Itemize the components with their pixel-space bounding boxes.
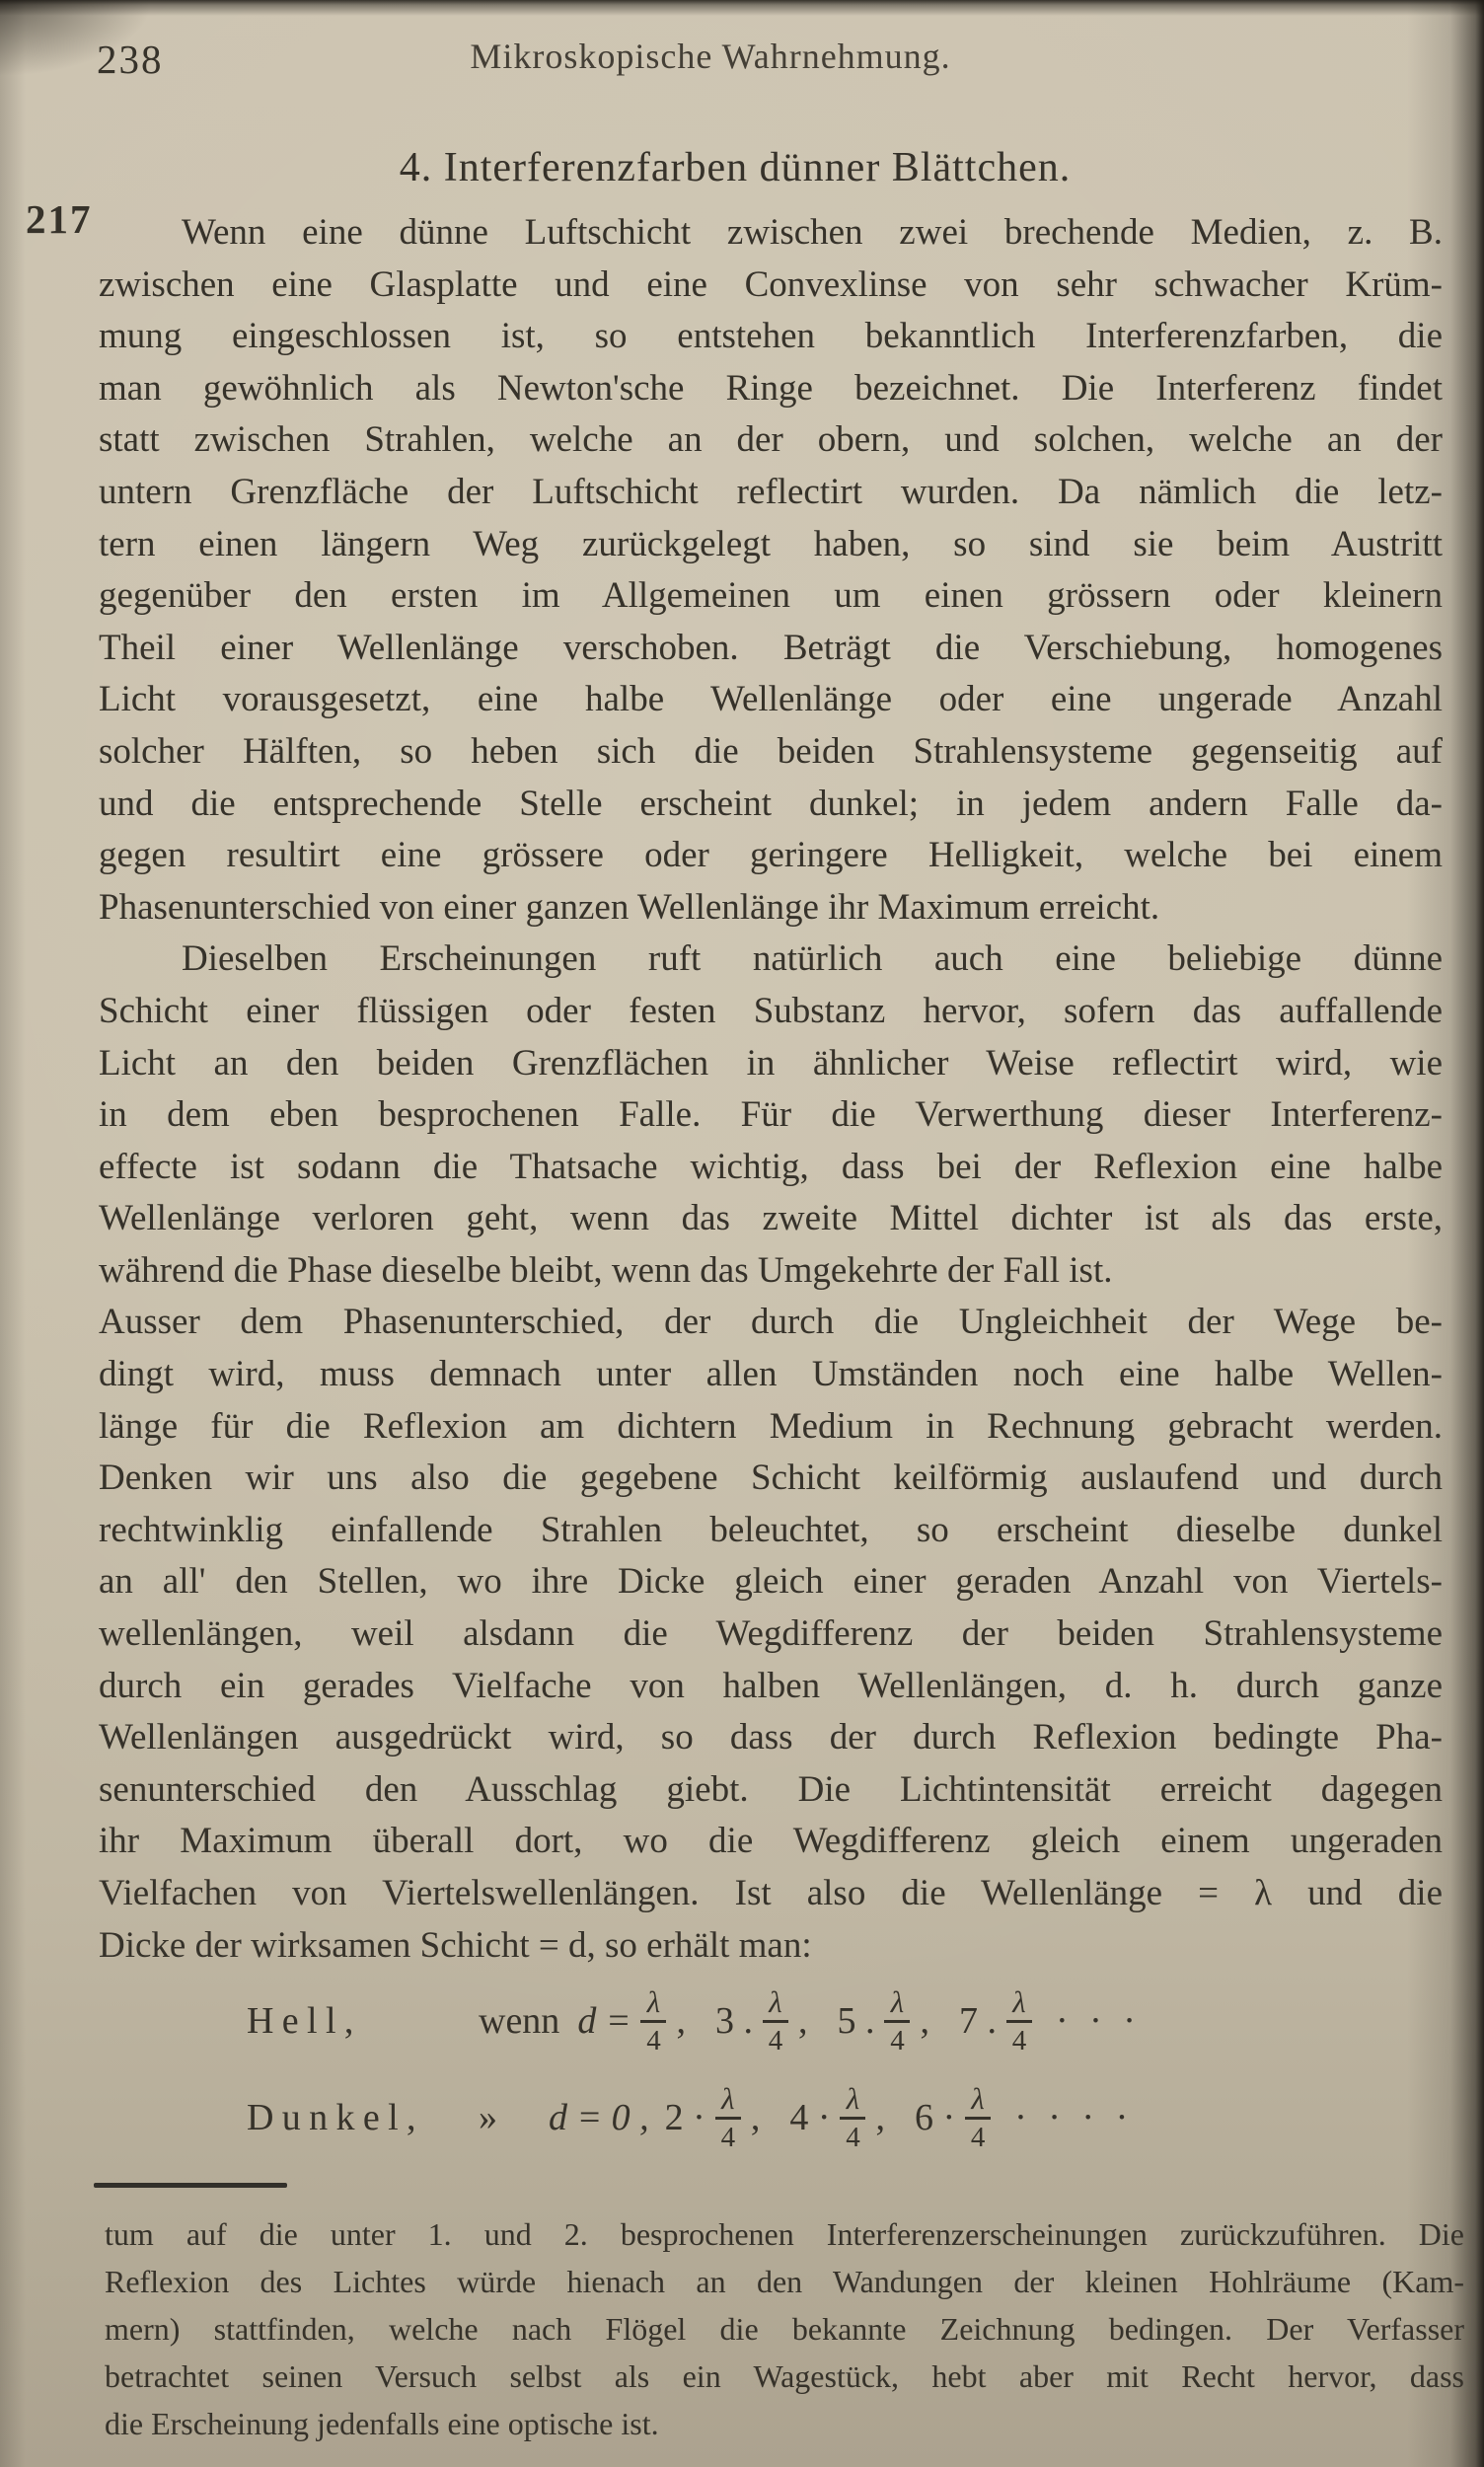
footnote-line: mern) stattfinden, welche nach Flögel die bekannte Zeichnung bedingen. Der Verfasser <box>105 2311 1464 2347</box>
page-number: 238 <box>97 37 164 82</box>
ellipsis-dots: · · · <box>1055 2000 1142 2042</box>
formula-dunkel <box>247 2070 1134 2165</box>
text-line: rechtwinklig einfallende Strahlen beleuchtet, so erscheint dieselbe dunkel <box>99 1509 1443 1550</box>
comma: , <box>750 2097 761 2138</box>
formula-lhs: d = <box>577 2000 631 2042</box>
text-line: ihr Maximum überall dort, wo die Wegdifferenz gleich einem ungeraden <box>99 1821 1443 1862</box>
fraction-lambda-4: $\frac{\lambda}{4}$ <box>884 1986 910 2056</box>
fraction-lambda-4: $\frac{\lambda}{4}$ <box>1006 1986 1032 2056</box>
footnote-line: tum auf die unter 1. und 2. besprochenen Interferenzerscheinungen zurückzuführen. Die <box>105 2216 1464 2252</box>
ditto-mark: » <box>479 2097 497 2138</box>
text-line: und die entsprechende Stelle erscheint dunkel; in jedem andern Falle da- <box>99 783 1443 824</box>
running-head: Mikroskopische Wahrnehmung. <box>470 37 951 76</box>
fraction-lambda-4: $\frac{\lambda}{4}$ <box>763 1986 788 2056</box>
text-line: solcher Hälften, so heben sich die beiden Strahlensysteme gegenseitig auf <box>99 730 1443 772</box>
formula-term: 2 · <box>664 2097 705 2138</box>
fraction-lambda-4: $\frac{\lambda}{4}$ <box>965 2083 991 2152</box>
text-line: man gewöhnlich als Newton'sche Ringe bezeichnet. Die Interferenz findet <box>99 367 1443 409</box>
ellipsis-dots: · · · · <box>1014 2097 1135 2138</box>
text-line: in dem eben besprochenen Falle. Für die Verwerthung dieser Interferenz- <box>99 1094 1443 1136</box>
text-line: länge für die Reflexion am dichtern Medium in Rechnung gebracht werden. <box>99 1405 1443 1447</box>
text-line: untern Grenzfläche der Luftschicht reflectirt wurden. Da nämlich die letz- <box>99 471 1443 512</box>
fraction-lambda-4: $\frac{\lambda}{4}$ <box>715 2083 741 2152</box>
footnote-separator-rule <box>94 2183 287 2188</box>
section-heading: 4. Interferenzfarben dünner Blättchen. <box>399 145 1072 190</box>
text-line: Wellenlängen ausgedrückt wird, so dass der durch Reflexion bedingte Pha- <box>99 1717 1443 1758</box>
text-line: Phasenunterschied von einer ganzen Wellenlänge ihr Maximum erreicht. <box>99 886 1160 928</box>
text-line: gegenüber den ersten im Allgemeinen um einen grössern oder kleinern <box>99 575 1443 617</box>
text-line: tern einen längern Weg zurückgelegt haben, so sind sie beim Austritt <box>99 523 1443 564</box>
comma: , <box>920 2000 929 2042</box>
text-line: Licht vorausgesetzt, eine halbe Wellenlänge oder eine ungerade Anzahl <box>99 679 1443 720</box>
text-line: an all' den Stellen, wo ihre Dicke gleich einer geraden Anzahl von Viertels- <box>99 1561 1443 1603</box>
text-line: Wenn eine dünne Luftschicht zwischen zwei brechende Medien, z. B. <box>182 212 1443 253</box>
footnote-line: Reflexion des Lichtes würde hienach an den Wandungen der kleinen Hohlräume (Kam- <box>105 2264 1464 2299</box>
text-line: gegen resultirt eine grössere oder geringere Helligkeit, welche bei einem <box>99 835 1443 876</box>
fraction-lambda-4: $\frac{\lambda}{4}$ <box>840 2083 865 2152</box>
text-line: Dieselben Erscheinungen ruft natürlich auch eine beliebige dünne <box>182 938 1443 980</box>
text-line: wellenlängen, weil alsdann die Wegdifferenz der beiden Strahlensysteme <box>99 1613 1443 1655</box>
text-line: durch ein gerades Vielfache von halben Wellenlängen, d. h. durch ganze <box>99 1665 1443 1706</box>
formula-term: 3 . <box>714 2000 753 2042</box>
text-line: dingt wird, muss demnach unter allen Umständen noch eine halbe Wellen- <box>99 1354 1443 1395</box>
formula-condition: wenn <box>479 2000 560 2042</box>
body-text <box>99 207 1443 1972</box>
formula-term: 4 · <box>789 2097 831 2138</box>
comma: , <box>875 2097 885 2138</box>
comma: , <box>676 2000 686 2042</box>
text-line: während die Phase dieselbe bleibt, wenn das Umgekehrte der Fall ist. <box>99 1249 1113 1291</box>
formula-term: 5 . <box>837 2000 875 2042</box>
text-line: Wellenlänge verloren geht, wenn das zweite Mittel dichter ist als das erste, <box>99 1198 1443 1239</box>
formula-term: 6 · <box>914 2097 956 2138</box>
footnote-line: betrachtet seinen Versuch selbst als ein Wagestück, hebt aber mit Recht hervor, dass <box>105 2358 1464 2394</box>
text-line: statt zwischen Strahlen, welche an der obern, und solchen, welche an der <box>99 419 1443 461</box>
comma: , <box>797 2000 808 2042</box>
formula-hell <box>247 1974 1142 2068</box>
fraction-lambda-4: $\frac{\lambda}{4}$ <box>640 1986 666 2056</box>
text-line: Dicke der wirksamen Schicht = d, so erhält man: <box>99 1924 812 1966</box>
text-line: Vielfachen von Viertelswellenlängen. Ist also die Wellenlänge = λ und die <box>99 1873 1443 1913</box>
formula-term: 7 . <box>958 2000 997 2042</box>
footnote-text <box>105 2210 1464 2447</box>
text-line: Schicht einer flüssigen oder festen Substanz hervor, sofern das auffallende <box>99 990 1443 1031</box>
text-line: effecte ist sodann die Thatsache wichtig, dass bei der Reflexion eine halbe <box>99 1146 1443 1187</box>
text-line: Denken wir uns also die gegebene Schicht keilförmig auslaufend und durch <box>99 1458 1443 1499</box>
text-line: mung eingeschlossen ist, so entstehen bekanntlich Interferenzfarben, die <box>99 316 1443 357</box>
margin-paragraph-number: 217 <box>26 196 93 242</box>
text-line: Theil einer Wellenlänge verschoben. Beträgt die Verschiebung, homogenes <box>99 627 1443 668</box>
text-line: zwischen eine Glasplatte und eine Convexlinse von sehr schwacher Krüm- <box>99 263 1443 305</box>
formula-label: Dunkel, <box>247 2097 424 2138</box>
formula-lhs: d = 0 , <box>549 2097 649 2138</box>
text-line: senunterschied den Ausschlag giebt. Die Lichtintensität erreicht dagegen <box>99 1768 1443 1810</box>
text-line: Licht an den beiden Grenzflächen in ähnlicher Weise reflectirt wird, wie <box>99 1042 1443 1084</box>
text-line: Ausser dem Phasenunterschied, der durch die Ungleichheit der Wege be- <box>99 1302 1443 1343</box>
footnote-line: die Erscheinung jedenfalls eine optische ist. <box>105 2406 659 2441</box>
formula-label: Hell, <box>247 2000 362 2042</box>
